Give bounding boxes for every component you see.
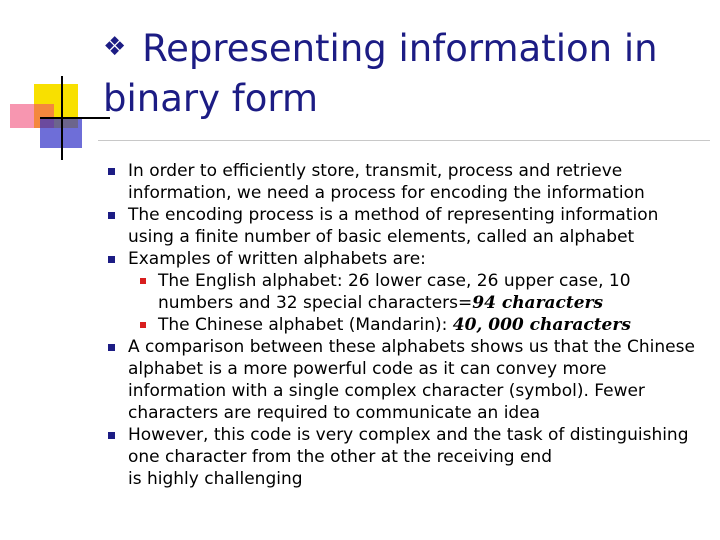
bullet-item-encoding-process bbox=[0, 204, 720, 248]
bullet-emphasis: 40, 000 characters bbox=[452, 315, 631, 335]
bullet-item-complexity bbox=[0, 424, 720, 468]
bullet-item-encoding-need bbox=[0, 160, 720, 204]
bullet-continuation bbox=[0, 468, 720, 490]
bullet-item-examples bbox=[0, 248, 720, 270]
bullet-text: A comparison between these alphabets shows us that the Chinese alphabet is a more powerful code as it can convey more information with a single complex character (symbol). Fewer characters are required to communicate an idea bbox=[128, 337, 695, 423]
sub-bullet-item-chinese bbox=[0, 314, 720, 336]
square-sub-bullet-icon bbox=[140, 278, 146, 284]
bullet-emphasis: 94 characters bbox=[472, 293, 604, 313]
square-bullet-icon bbox=[108, 212, 115, 219]
square-sub-bullet-icon bbox=[140, 322, 146, 328]
bullet-list bbox=[0, 160, 720, 490]
bullet-text: is highly challenging bbox=[128, 469, 303, 489]
bullet-text: The Chinese alphabet (Mandarin): bbox=[158, 315, 453, 335]
slide-title-text: Representing information in binary form bbox=[103, 27, 658, 120]
bullet-item-comparison bbox=[0, 336, 720, 424]
bullet-text: Examples of written alphabets are: bbox=[128, 249, 426, 269]
bullet-text: The encoding process is a method of representing information using a finite number of basic elements, called an alphabet bbox=[128, 205, 659, 247]
slide-title bbox=[103, 22, 708, 124]
sub-bullet-item-english bbox=[0, 270, 720, 314]
square-bullet-icon bbox=[108, 344, 115, 351]
bullet-text: The English alphabet: 26 lower case, 26 upper case, 10 numbers and 32 special characters= bbox=[158, 271, 631, 313]
square-bullet-icon bbox=[108, 168, 115, 175]
square-bullet-icon bbox=[108, 256, 115, 263]
decorative-corner-graphic bbox=[0, 0, 110, 170]
bullet-text: In order to efficiently store, transmit, process and retrieve information, we need a process for encoding the information bbox=[128, 161, 645, 203]
square-bullet-icon bbox=[108, 432, 115, 439]
bullet-text: However, this code is very complex and the task of distinguishing one character from the other at the receiving end bbox=[128, 425, 689, 467]
diamond-bullet-icon: ❖ bbox=[103, 32, 127, 62]
title-divider bbox=[98, 140, 710, 141]
